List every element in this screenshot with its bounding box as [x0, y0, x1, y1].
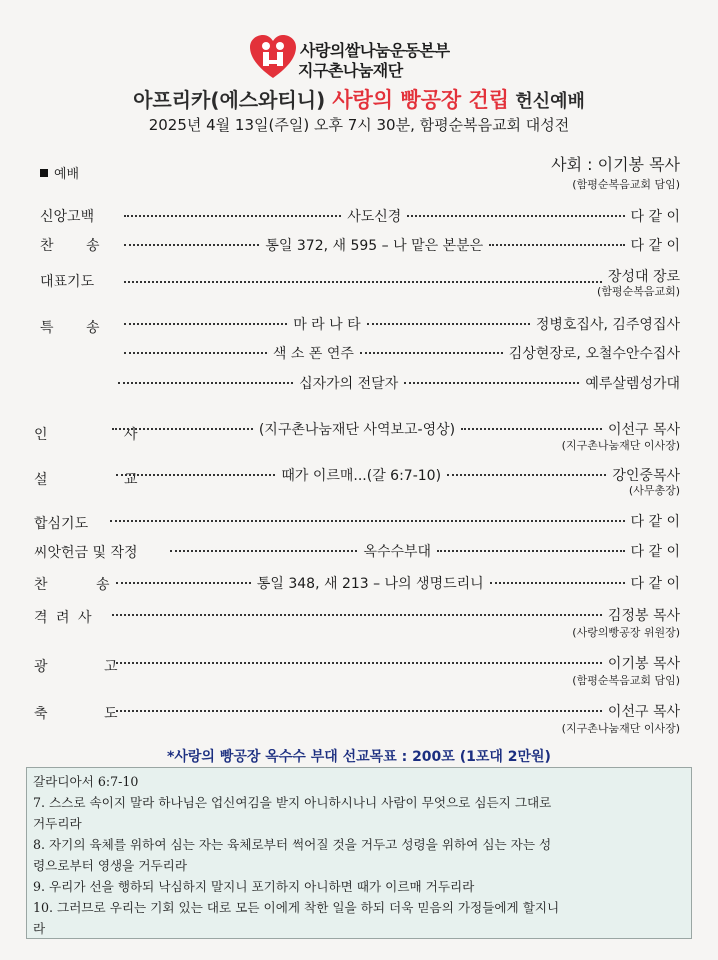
scripture-line: 10. 그러므로 우리는 기회 있는 대로 모든 이에게 착한 일을 하되 더욱 믿음의 가정들에게 할지니 — [33, 900, 560, 915]
mission-goal: *사랑의 빵공장 옥수수 부대 선교목표 : 200포 (1포대 2만원) — [167, 749, 551, 765]
scripture-line: 라 — [33, 921, 46, 936]
date-location: 2025년 4월 13일(주일) 오후 7시 30분, 함평순복음교회 대성전 — [148, 116, 570, 134]
leader-dots — [367, 323, 530, 325]
row-item: 십자가의 전달자 — [299, 376, 399, 392]
program-row — [118, 314, 680, 334]
org-name-secondary: 지구촌나눔재단 — [298, 61, 403, 80]
scripture-box — [26, 767, 692, 939]
row-by: 김정봉 목사 — [607, 608, 680, 624]
row-by: 정병호집사, 김주영집사 — [535, 317, 680, 333]
leader-dots — [124, 281, 602, 283]
row-note: (사랑의빵공장 위원장) — [572, 626, 680, 639]
leader-dots — [490, 582, 625, 584]
row-label: 설 교 — [34, 472, 174, 488]
scripture-line: 령으로부터 영생을 거두리라 — [33, 858, 187, 873]
leader-dots — [437, 550, 624, 552]
leader-dots — [112, 428, 253, 430]
presider-note: (함평순복음교회 담임) — [572, 178, 680, 191]
title-highlight: 사랑의 빵공장 건립 — [332, 88, 510, 112]
scripture-reference: 갈라디아서 6:7-10 — [33, 774, 139, 789]
program-row — [112, 373, 680, 393]
row-item: 통일 372, 새 595 – 나 맡은 본분은 — [265, 238, 484, 254]
leader-dots — [489, 244, 624, 246]
leader-dots — [407, 215, 624, 217]
row-by: 다 같 이 — [630, 544, 681, 560]
heart-logo-icon — [248, 34, 298, 80]
leader-dots — [116, 662, 602, 664]
leader-dots — [124, 323, 287, 325]
row-note: (함평순복음교회 담임) — [572, 674, 680, 687]
row-item: 색 소 폰 연주 — [272, 346, 354, 362]
row-by: 강인중목사 — [612, 468, 680, 484]
row-label: 인 사 — [34, 427, 174, 443]
program-row — [118, 206, 680, 226]
scripture-line: 거두리라 — [33, 816, 82, 831]
presider: 사회 : 이기봉 목사 — [551, 155, 680, 174]
page-title — [0, 84, 718, 114]
row-item: 옥수수부대 — [363, 544, 432, 560]
scripture-line: 8. 자기의 육체를 위하여 심는 자는 육체로부터 썩어질 것을 거두고 성령을 위하여 심는 자는 성 — [33, 837, 552, 852]
program-row — [110, 465, 680, 485]
leader-dots — [116, 710, 602, 712]
row-note: (함평순복음교회) — [597, 285, 680, 298]
leader-dots — [447, 474, 606, 476]
row-by: 다 같 이 — [630, 576, 681, 592]
row-label: 격 려 사 — [34, 610, 94, 626]
leader-dots — [461, 428, 602, 430]
leader-dots — [112, 614, 602, 616]
scripture-line: 9. 우리가 선을 행하되 낙심하지 말지니 포기하지 아니하면 때가 이르매 거두리라 — [33, 879, 475, 894]
row-item: 마 라 나 타 — [293, 317, 361, 333]
leader-dots — [170, 550, 357, 552]
row-by: 이선구 목사 — [607, 704, 680, 720]
program-row — [110, 573, 680, 593]
row-label: 찬 송 — [34, 577, 132, 593]
row-by: 다 같 이 — [630, 209, 680, 225]
program-row — [110, 701, 680, 721]
row-item: (지구촌나눔재단 사역보고-영상) — [258, 422, 456, 438]
row-label: 합심기도 — [34, 516, 89, 532]
row-by: 김상현장로, 오철수안수집사 — [508, 346, 680, 362]
row-label: 특 송 — [40, 320, 114, 336]
title-service: 헌신예배 — [509, 91, 585, 112]
section-heading — [40, 163, 79, 182]
row-label: 대표기도 — [40, 274, 95, 290]
leader-dots — [360, 352, 503, 354]
section-label: 예배 — [54, 167, 80, 182]
title-region: 아프리카(에스와티니) — [133, 88, 333, 112]
row-by: 장성대 장로 — [607, 269, 680, 285]
leader-dots — [124, 215, 341, 217]
row-by: 다 같 이 — [630, 514, 680, 530]
program-row — [104, 511, 680, 531]
row-label: 씨앗헌금 및 작정 — [34, 545, 138, 561]
program-row — [118, 343, 680, 363]
leader-dots — [116, 582, 251, 584]
program-row — [106, 419, 680, 439]
square-bullet-icon — [40, 169, 48, 177]
org-name-primary: 사랑의쌀나눔운동본부 — [300, 41, 450, 60]
leader-dots — [116, 474, 275, 476]
row-by: 이기봉 목사 — [607, 656, 680, 672]
program-row — [164, 541, 680, 561]
row-label: 축 도 — [34, 706, 144, 722]
row-label: 찬 송 — [40, 238, 114, 254]
program-row — [118, 266, 680, 286]
organization-header — [248, 34, 508, 84]
row-item: 사도신경 — [347, 209, 402, 225]
leader-dots — [404, 382, 579, 384]
row-note: (사무총장) — [628, 484, 680, 497]
row-note: (지구촌나눔재단 이사장) — [561, 439, 680, 452]
row-label: 광 고 — [34, 659, 144, 675]
leader-dots — [110, 520, 625, 522]
row-item: 통일 348, 새 213 – 나의 생명드리니 — [256, 576, 484, 592]
row-note: (지구촌나눔재단 이사장) — [561, 722, 680, 735]
leader-dots — [124, 244, 259, 246]
row-by: 예루살렘성가대 — [585, 376, 681, 392]
row-label: 신앙고백 — [40, 209, 95, 225]
program-row — [106, 605, 680, 625]
leader-dots — [118, 382, 293, 384]
row-item: 때가 이르매...(갈 6:7-10) — [281, 468, 442, 484]
row-by: 이선구 목사 — [607, 422, 681, 438]
program-row — [110, 653, 680, 673]
scripture-line: 7. 스스로 속이지 말라 하나님은 업신여김을 받지 아니하시나니 사람이 무엇으로 심든지 그대로 — [33, 795, 552, 810]
program-row — [118, 235, 680, 255]
row-by: 다 같 이 — [630, 238, 680, 254]
leader-dots — [124, 352, 267, 354]
